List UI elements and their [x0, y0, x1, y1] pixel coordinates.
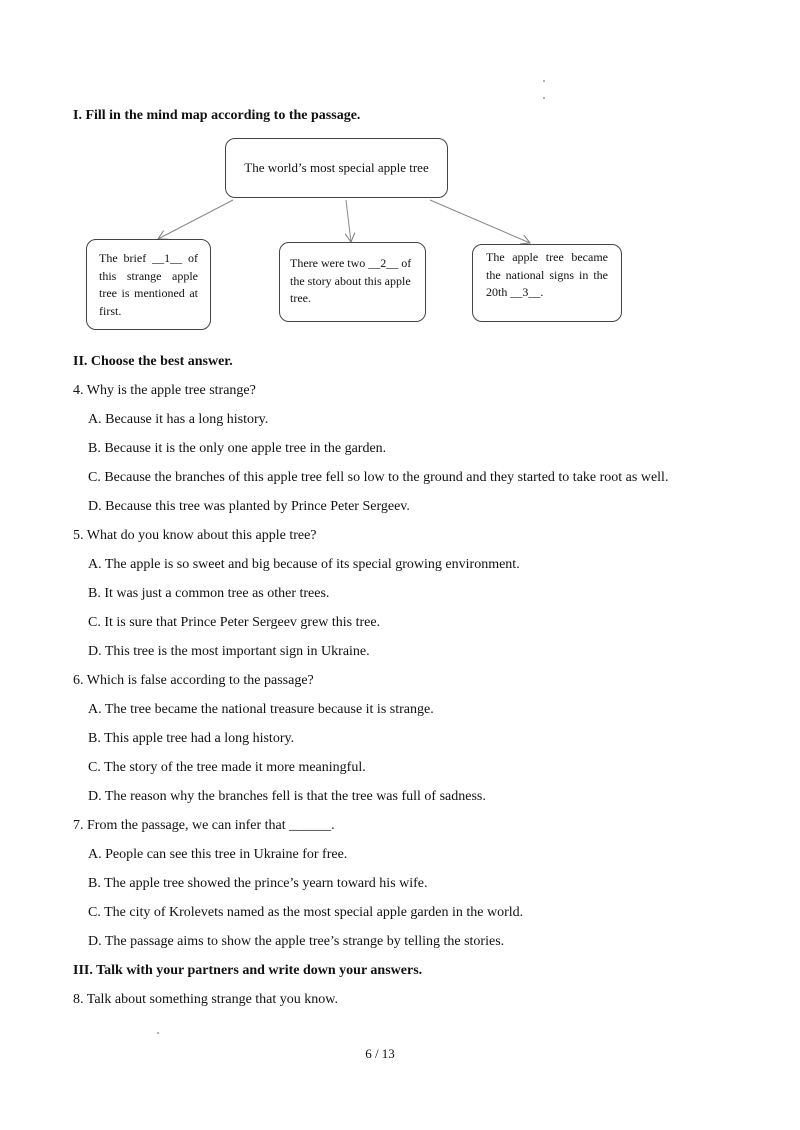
question-6-option-d: D. The reason why the branches fell is that the tree was full of sadness.	[88, 789, 486, 804]
question-5-option-d: D. This tree is the most important sign in Ukraine.	[88, 644, 370, 659]
question-4-option-c: C. Because the branches of this apple tree fell so low to the ground and they started to take root as well.	[88, 470, 669, 485]
mind-map-branch-2	[279, 242, 426, 322]
question-7-option-b: B. The apple tree showed the prince’s yearn toward his wife.	[88, 876, 428, 891]
question-6-stem: 6. Which is false according to the passage?	[73, 673, 314, 688]
speck	[157, 1032, 159, 1034]
question-5-option-c: C. It is sure that Prince Peter Sergeev grew this tree.	[88, 615, 381, 630]
question-6-option-a: A. The tree became the national treasure because it is strange.	[88, 702, 434, 717]
question-7-option-c: C. The city of Krolevets named as the most special apple garden in the world.	[88, 905, 524, 920]
question-5-stem: 5. What do you know about this apple tree?	[73, 528, 317, 543]
question-5-option-b: B. It was just a common tree as other trees.	[88, 586, 330, 601]
branch-2-text: There were two __2__ of the story about this apple tree.	[290, 256, 412, 305]
mind-map-center	[225, 138, 448, 198]
question-6-option-b: B. This apple tree had a long history.	[88, 731, 295, 746]
mind-map-center-label: The world’s most special apple tree	[244, 160, 429, 176]
mind-map-branch-1	[86, 239, 211, 330]
arrow-to-branch-1	[158, 200, 233, 239]
arrow-to-branch-2	[346, 200, 351, 242]
question-5-option-a: A. The apple is so sweet and big because of its special growing environment.	[88, 557, 520, 572]
question-8-stem: 8. Talk about something strange that you know.	[73, 992, 338, 1007]
section-1-heading: I. Fill in the mind map according to the passage.	[73, 108, 361, 123]
question-4-option-a: A. Because it has a long history.	[88, 412, 269, 427]
question-4-option-d: D. Because this tree was planted by Prince Peter Sergeev.	[88, 499, 410, 514]
branch-3-text: The apple tree became the national signs in the 20th __3__.	[486, 250, 608, 299]
question-7-stem: 7. From the passage, we can infer that ______.	[73, 818, 335, 833]
question-6-option-c: C. The story of the tree made it more meaningful.	[88, 760, 366, 775]
question-7-option-d: D. The passage aims to show the apple tree’s strange by telling the stories.	[88, 934, 505, 949]
question-4-option-b: B. Because it is the only one apple tree in the garden.	[88, 441, 387, 456]
question-4-stem: 4. Why is the apple tree strange?	[73, 383, 256, 398]
arrow-to-branch-3	[430, 200, 530, 243]
section-3-heading: III. Talk with your partners and write down your answers.	[73, 963, 423, 978]
section-2-heading: II. Choose the best answer.	[73, 354, 233, 369]
question-7-option-a: A. People can see this tree in Ukraine for free.	[88, 847, 348, 862]
page-number: 6 / 13	[365, 1046, 395, 1061]
mind-map-branch-3	[472, 244, 622, 322]
branch-1-text: The brief __1__ of this strange apple tree is mentioned at first.	[99, 251, 198, 318]
